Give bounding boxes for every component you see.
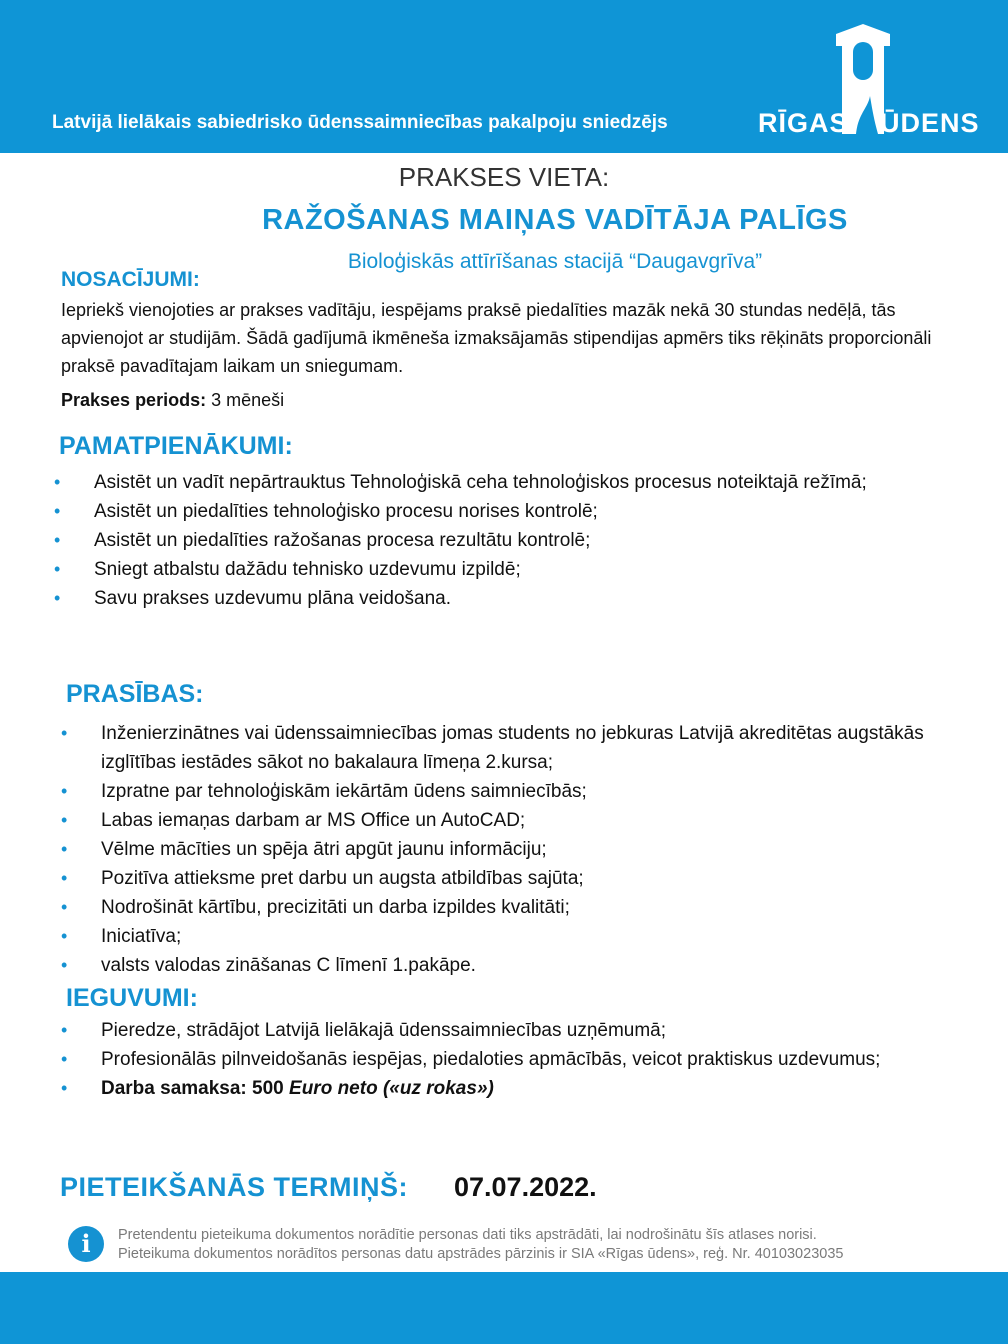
deadline-label: PIETEIKŠANĀS TERMIŅŠ: <box>60 1172 409 1202</box>
conditions-heading: NOSACĪJUMI: <box>61 268 200 291</box>
list-item: • valsts valodas zināšanas C līmenī 1.pakāpe. <box>61 951 961 980</box>
requirements-list <box>61 719 961 980</box>
list-item: • Inženierzinātnes vai ūdenssaimniecības jomas students no jebkuras Latvijā akreditētas augstākās izglītības iestādes sākot no bakalaura līmeņa 2.kursa; <box>61 719 961 777</box>
company-tagline: Latvijā lielākais sabiedrisko ūdenssaimniecības pakalpoju sniedzējs <box>52 112 668 133</box>
privacy-notice-line: Pretendentu pieteikuma dokumentos norādītie personas dati tiks apstrādāti, lai nodrošinātu šīs atlases norisi. <box>118 1227 817 1243</box>
logo-wordmark-left: RĪGAS <box>758 108 849 138</box>
list-item: • Asistēt un vadīt nepārtrauktus Tehnoloģiskā ceha tehnoloģiskos procesus noteiktajā režīmā; <box>54 468 934 497</box>
period-label: Prakses periods: <box>61 390 207 410</box>
list-item: • Pieredze, strādājot Latvijā lielākajā ūdenssaimniecības uzņēmumā; <box>61 1016 941 1045</box>
list-item: • Sniegt atbalstu dažādu tehnisko uzdevumu izpildē; <box>54 555 934 584</box>
salary-value: Euro neto («uz rokas») <box>289 1078 494 1099</box>
logo-wordmark-right: ŪDENS <box>880 108 980 138</box>
period-value: 3 mēneši <box>206 390 285 410</box>
list-item: • Labas iemaņas darbam ar MS Office un AutoCAD; <box>61 806 961 835</box>
list-item: • Nodrošināt kārtību, precizitāti un darba izpildes kvalitāti; <box>61 893 961 922</box>
list-item: • Asistēt un piedalīties ražošanas procesa rezultātu kontrolē; <box>54 526 934 555</box>
list-item: • Asistēt un piedalīties tehnoloģisko procesu norises kontrolē; <box>54 497 934 526</box>
duties-heading: PAMATPIENĀKUMI: <box>59 432 293 460</box>
salary-label: Darba samaksa: 500 <box>101 1078 290 1099</box>
privacy-notice-line: Pieteikuma dokumentos norādītos personas datu apstrādes pārzinis ir SIA «Rīgas ūdens», reģ. Nr. 40103023035 <box>118 1246 844 1262</box>
list-item: • Izpratne par tehnoloģiskām iekārtām ūdens saimniecībās; <box>61 777 961 806</box>
internship-period <box>61 390 284 411</box>
duties-list <box>54 468 934 613</box>
internship-kicker: PRAKSES VIETA: <box>398 162 610 192</box>
info-icon: i <box>68 1226 104 1262</box>
benefits-heading: IEGUVUMI: <box>66 984 198 1012</box>
list-item: • Savu prakses uzdevumu plāna veidošana. <box>54 584 934 613</box>
footer-band <box>0 1272 1008 1344</box>
list-item: • Pozitīva attieksme pret darbu un augsta atbildības sajūta; <box>61 864 961 893</box>
list-item: • Iniciatīva; <box>61 922 961 951</box>
privacy-notice <box>118 1226 843 1264</box>
deadline-date: 07.07.2022. <box>454 1172 597 1202</box>
position-location: Bioloģiskās attīrīšanas stacijā “Daugavgrīva” <box>347 250 763 273</box>
salary-item <box>61 1074 941 1103</box>
list-item: • Vēlme mācīties un spēja ātri apgūt jaunu informāciju; <box>61 835 961 864</box>
position-title: RAŽOŠANAS MAIŅAS VADĪTĀJA PALĪGS <box>262 204 848 236</box>
conditions-text: Iepriekš vienojoties ar prakses vadītāju, iespējams praksē piedalīties mazāk nekā 30 stundas nedēļā, tās apvienojot ar studijām. Šādā gadījumā ikmēneša izmaksājamās stipendijas apmērs tiks rēķināts proporcionāli praksē pavadītajam laikam un sniegumam. <box>61 300 932 376</box>
list-item: • Profesionālās pilnveidošanās iespējas, piedaloties apmācībās, veicot praktiskus uzdevumus; <box>61 1045 941 1074</box>
requirements-heading: PRASĪBAS: <box>66 680 204 708</box>
benefits-list <box>61 1016 941 1103</box>
